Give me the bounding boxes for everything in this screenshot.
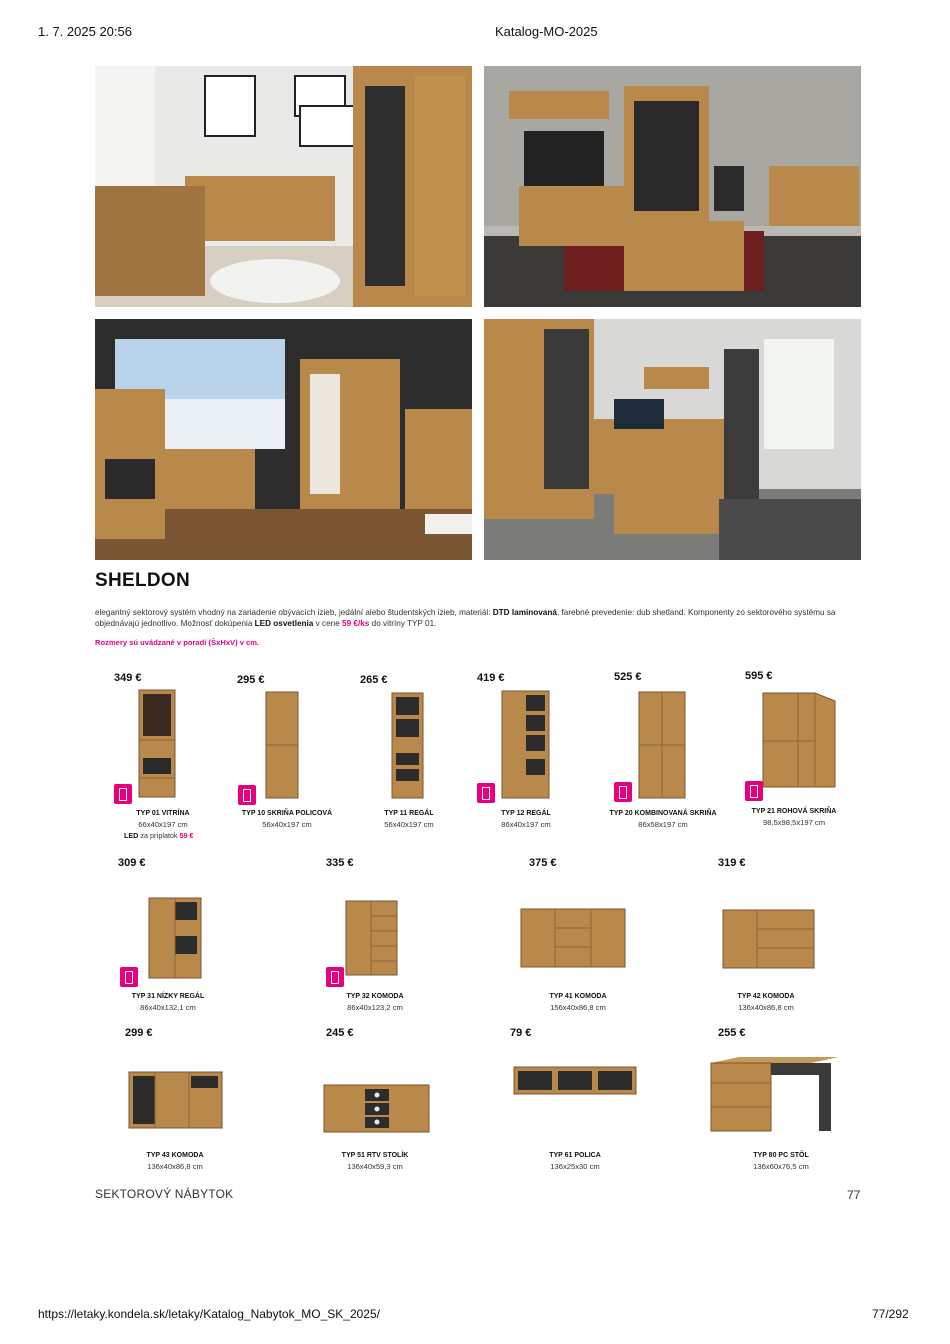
product-name: TYP 11 REGÁL: [384, 810, 434, 817]
page-count: 77/292: [872, 1307, 909, 1321]
product-name: TYP 61 POLICA: [549, 1152, 601, 1159]
product-price: 299 €: [125, 1027, 153, 1039]
product-image-komoda-32: [346, 901, 397, 975]
product-name: TYP 01 VITRÍNA: [136, 810, 190, 817]
desc-material: DTD laminovaná: [492, 608, 557, 617]
configurator-icon: [120, 967, 138, 987]
room-photo-living-tv: [484, 66, 861, 307]
product-name: TYP 20 KOMBINOVANÁ SKRIŇA: [609, 810, 717, 817]
desc-led: LED osvetlenia: [254, 619, 314, 628]
desc-led-price: 59 €/ks: [342, 619, 370, 628]
desc-text: , farebné prevedenie: dub shetland. Komponenty zo sektorového systému sa objednávajú jednotlivo. Možnosť dokúpenia: [95, 608, 836, 628]
dimension-note: Rozmery sú uvádzané v poradí (ŠxHxV) v cm.: [95, 638, 260, 647]
product-price: 349 €: [114, 672, 142, 684]
product-price: 319 €: [718, 857, 746, 869]
led-price: 59 €: [179, 831, 194, 840]
product-image-regal-12: [502, 691, 549, 798]
desc-text: elegantný sektorový systém vhodný na zariadenie obývacích izieb, jedální alebo študentských izieb, materiál:: [95, 608, 493, 617]
product-image-rtv-stolik: [324, 1085, 429, 1132]
configurator-icon: [745, 781, 763, 801]
section-name: SEKTOROVÝ NÁBYTOK: [95, 1187, 234, 1201]
product-price: 79 €: [510, 1027, 532, 1039]
product-price: 525 €: [614, 671, 642, 683]
document-title: Katalog-MO-2025: [495, 24, 598, 39]
product-dimensions: 86x58x197 cm: [638, 820, 688, 829]
product-image-nizky-regal: [149, 898, 201, 978]
configurator-icon: [238, 785, 256, 805]
source-url: https://letaky.kondela.sk/letaky/Katalog_Nabytok_MO_SK_2025/: [38, 1307, 380, 1321]
product-price: 295 €: [237, 674, 265, 686]
room-photo-study: [95, 66, 472, 307]
product-dimensions: 156x40x86,8 cm: [550, 1003, 606, 1012]
product-dimensions: 136x40x86,8 cm: [738, 1003, 794, 1012]
product-image-vitrina: [139, 690, 175, 797]
product-dimensions: 86x40x132,1 cm: [140, 1003, 196, 1012]
product-price: 265 €: [360, 674, 388, 686]
configurator-icon: [114, 784, 132, 804]
led-text: za príplatok: [138, 831, 180, 840]
product-dimensions: 136x60x76,5 cm: [753, 1162, 809, 1171]
product-image-rohova-skrina: [763, 689, 835, 787]
room-photo-living-dining: [484, 319, 861, 560]
product-name: TYP 43 KOMODA: [146, 1152, 204, 1159]
product-dimensions: 66x40x197 cm: [138, 820, 188, 829]
product-name: TYP 10 SKRIŇA POLICOVÁ: [241, 810, 333, 817]
product-image-polica: [514, 1067, 636, 1094]
product-image-pc-stol: [711, 1057, 839, 1131]
product-price: 309 €: [118, 857, 146, 869]
product-dimensions: 56x40x197 cm: [262, 820, 312, 829]
product-name: TYP 12 REGÁL: [501, 810, 551, 817]
led-label: LED: [124, 831, 139, 840]
product-name: TYP 21 ROHOVÁ SKRIŇA: [751, 808, 837, 815]
product-price: 335 €: [326, 857, 354, 869]
product-dimensions: 136x40x59,3 cm: [347, 1162, 403, 1171]
product-image-komoda-42: [723, 910, 814, 968]
desc-text: v cene: [313, 619, 343, 628]
page-number: 77: [847, 1188, 861, 1202]
product-price: 375 €: [529, 857, 557, 869]
product-dimensions: 136x25x30 cm: [550, 1162, 600, 1171]
product-dimensions: 56x40x197 cm: [384, 820, 434, 829]
configurator-icon: [477, 783, 495, 803]
product-name: TYP 51 RTV STOLÍK: [341, 1152, 409, 1159]
product-dimensions: 86x40x197 cm: [501, 820, 551, 829]
product-name: TYP 32 KOMODA: [346, 993, 404, 1000]
product-dimensions: 86x40x123,2 cm: [347, 1003, 403, 1012]
product-name: TYP 41 KOMODA: [549, 993, 607, 1000]
product-dimensions: 98,5x98,5x197 cm: [762, 818, 826, 827]
product-price: 595 €: [745, 670, 773, 682]
product-image-kombinovana-skrina: [639, 692, 685, 798]
product-price: 255 €: [718, 1027, 746, 1039]
room-photo-office: [95, 319, 472, 560]
collection-title: SHELDON: [95, 570, 190, 591]
product-image-regal-11: [392, 693, 423, 798]
print-datetime: 1. 7. 2025 20:56: [38, 24, 132, 39]
collection-description: [95, 607, 865, 629]
product-price: 245 €: [326, 1027, 354, 1039]
configurator-icon: [326, 967, 344, 987]
configurator-icon: [614, 782, 632, 802]
product-name: TYP 42 KOMODA: [737, 993, 795, 1000]
led-option: [124, 831, 194, 840]
product-name: TYP 31 NÍZKY REGÁL: [131, 993, 205, 1000]
product-image-komoda-41: [521, 909, 625, 967]
product-image-skrina-policova: [266, 692, 298, 798]
product-dimensions: 136x40x86,8 cm: [147, 1162, 203, 1171]
desc-text: do vitríny TYP 01.: [369, 619, 437, 628]
product-name: TYP 80 PC STÔL: [753, 1152, 809, 1159]
product-image-komoda-43: [129, 1072, 222, 1128]
product-price: 419 €: [477, 672, 505, 684]
